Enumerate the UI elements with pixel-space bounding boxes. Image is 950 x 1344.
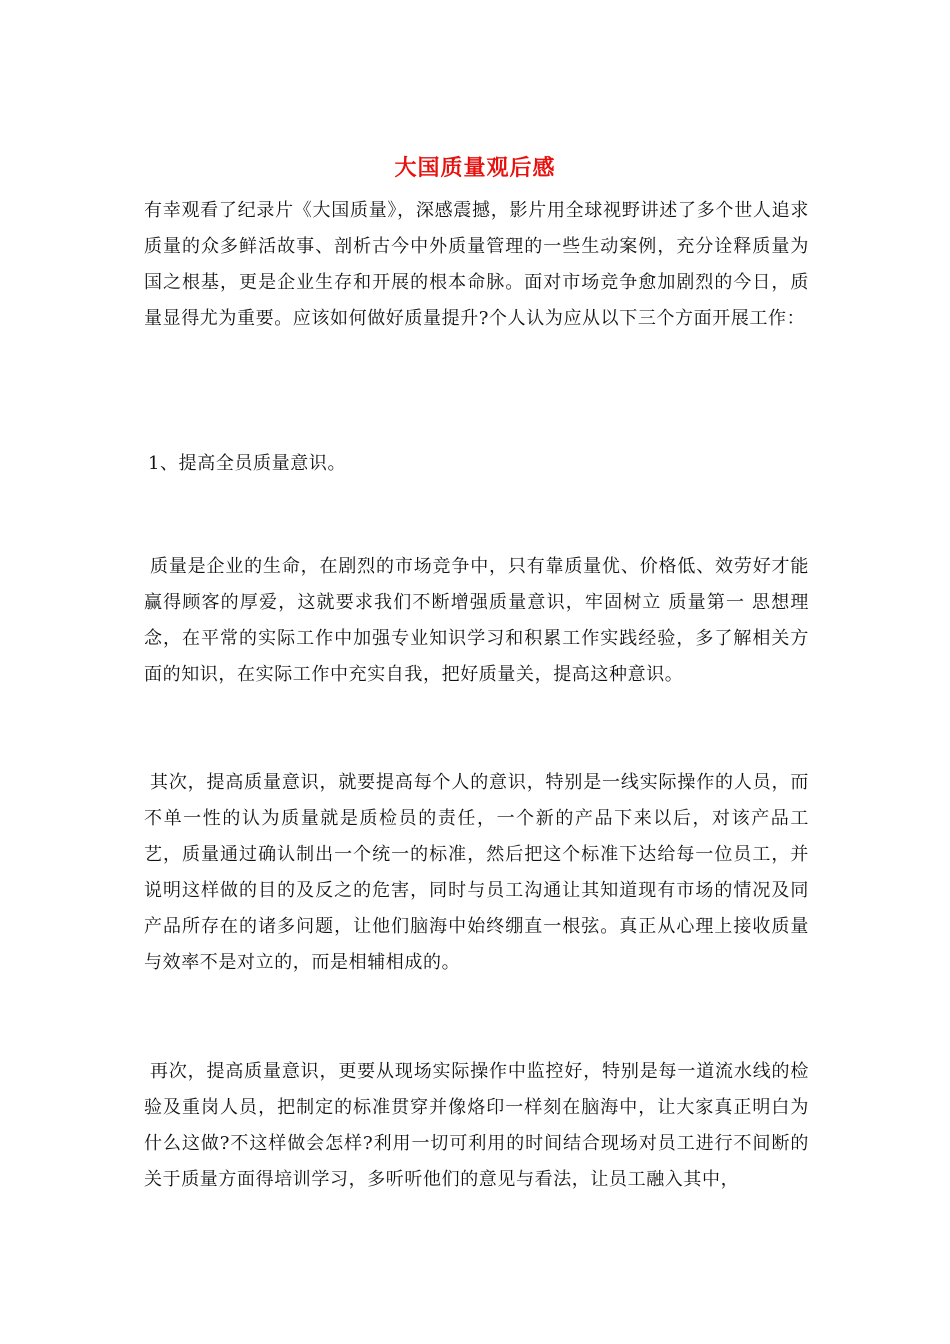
body-paragraph-secondly: 其次，提高质量意识，就要提高每个人的意识，特别是一线实际操作的人员，而不单一性的认为质量就是质检员的责任，一个新的产品下来以后，对该产品工艺，质量通过确认制出一个统一的标准，然后把这个标准下达给每一位员工，并说明这样做的目的及反之的危害，同时与员工沟通让其知道现有市场的情况及同产品所存在的诸多问题，让他们脑海中始终绷直一根弦。真正从心理上接收质量与效率不是对立的，而是相辅相成的。 xyxy=(144,772,809,973)
body-paragraph-quality-life: 质量是企业的生命，在剧烈的市场竞争中，只有靠质量优、价格低、效劳好才能赢得顾客的厚爱，这就要求我们不断增强质量意识，牢固树立 质量第一 思想理念，在平常的实际工作中加强专业知识学习和积累工作实践经验，多了解相关方面的知识，在实际工作中充实自我，把好质量关，提高这种意识。 xyxy=(144,556,809,685)
document-title: 大国质量观后感 xyxy=(394,155,556,181)
section-heading-1: 1、提高全员质量意识。 xyxy=(148,453,347,474)
intro-paragraph: 有幸观看了纪录片《大国质量》，深感震撼，影片用全球视野讲述了多个世人追求质量的众多鲜活故事、剖析古今中外质量管理的一些生动案例，充分诠释质量为国之根基，更是企业生存和开展的根本命脉。面对市场竞争愈加剧烈的今日，质量显得尤为重要。应该如何做好质量提升?个人认为应从以下三个方面开展工作： xyxy=(144,200,809,329)
body-paragraph-thirdly: 再次，提高质量意识，更要从现场实际操作中监控好，特别是每一道流水线的检验及重岗人员，把制定的标准贯穿并像烙印一样刻在脑海中，让大家真正明白为什么这做?不这样做会怎样?利用一切可利用的时间结合现场对员工进行不间断的关于质量方面得培训学习，多听听他们的意见与看法，让员工融入其中， xyxy=(144,1061,809,1190)
